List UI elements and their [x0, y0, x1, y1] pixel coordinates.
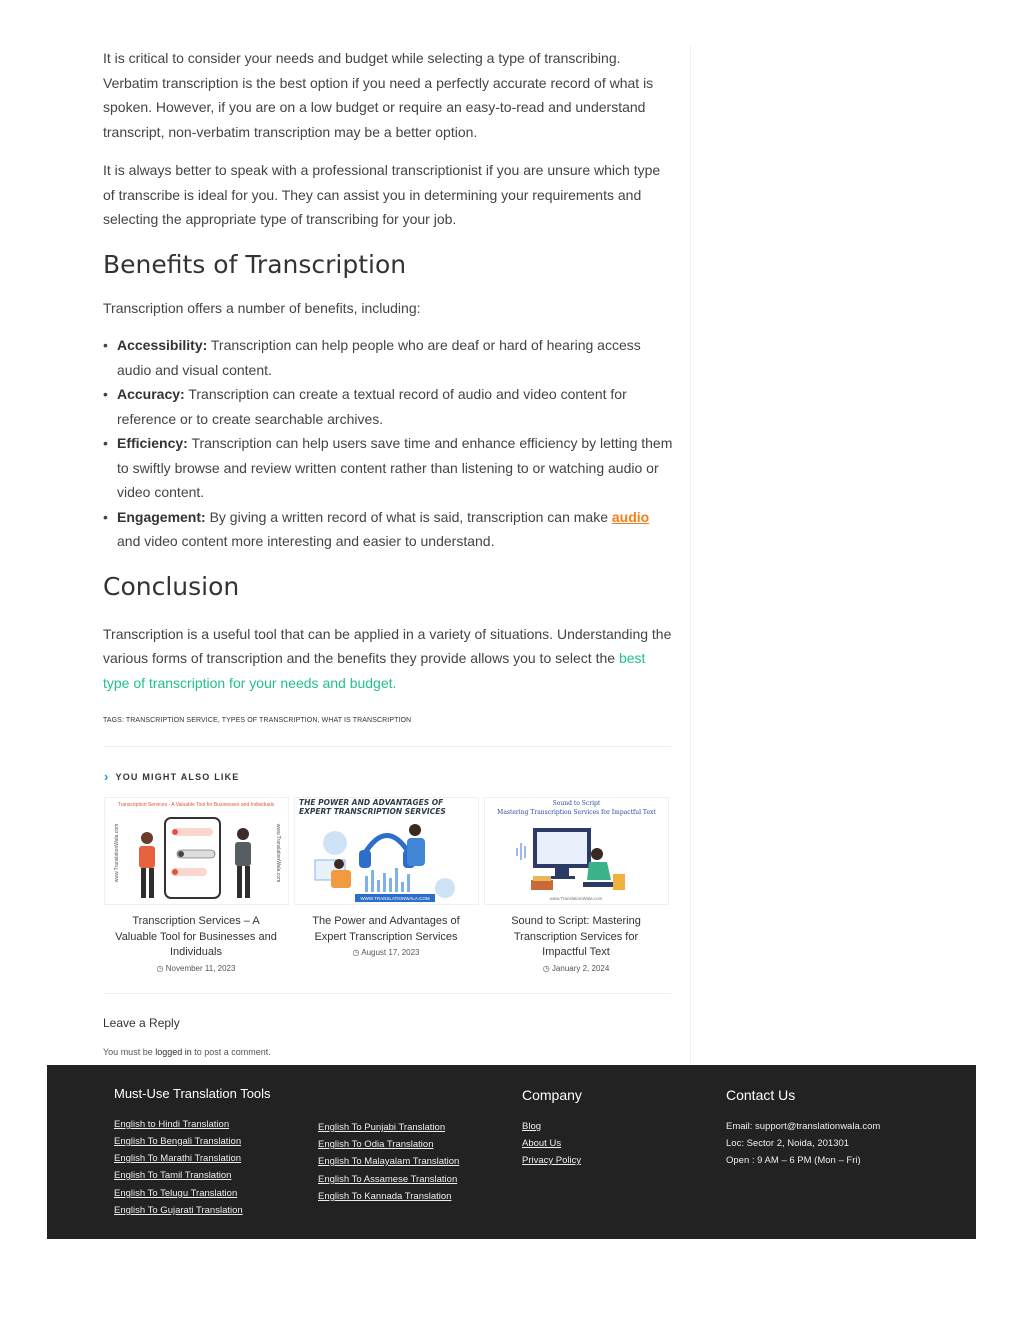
benefit-text: and video content more interesting and easier to understand.	[117, 533, 495, 549]
contact-location: Loc: Sector 2, Noida, 201301	[726, 1138, 850, 1149]
benefit-term: Engagement:	[117, 508, 206, 525]
tags-line: TAGS: TRANSCRIPTION SERVICE, TYPES OF TRANSCRIPTION, WHAT IS TRANSCRIPTION	[103, 717, 412, 724]
related-card[interactable]	[101, 797, 291, 973]
thumb-text: Transcription Services - A Valuable Tool for Businesses and Individuals	[117, 802, 274, 808]
related-card-title[interactable]: The Power and Advantages of Expert Transcription Services	[312, 915, 460, 943]
related-thumbnail[interactable]	[294, 797, 479, 905]
related-heading-text: YOU MIGHT ALSO LIKE	[115, 771, 240, 782]
benefit-term: Accessibility:	[117, 337, 208, 353]
thumb-side-text: WWW.TRANSLATIONWALA.COM	[359, 896, 430, 901]
article-content	[103, 46, 673, 1057]
divider	[103, 993, 671, 994]
related-card-date	[291, 948, 481, 957]
list-item	[117, 505, 673, 554]
thumbnail-illustration-1	[105, 798, 288, 904]
footer-tool-link[interactable]: English To Telugu Translation	[114, 1188, 238, 1199]
clock-icon: ◷	[156, 963, 164, 973]
thumb-side-text: www.TranslationWala.com	[113, 823, 120, 883]
footer-tool-link[interactable]: English To Assamese Translation	[318, 1174, 458, 1185]
logged-in-link[interactable]: logged in	[155, 1046, 192, 1057]
footer-tool-link[interactable]: English To Gujarati Translation	[114, 1205, 243, 1216]
tag-link[interactable]: WHAT IS TRANSCRIPTION	[321, 717, 412, 724]
related-card-date	[101, 964, 291, 973]
thumb-side-text: www.TranslationWala.com	[549, 896, 602, 901]
site-footer	[47, 1065, 976, 1239]
conclusion-heading: Conclusion	[103, 571, 240, 601]
footer-company-link[interactable]: Blog	[522, 1121, 542, 1132]
benefits-intro: Transcription offers a number of benefits, including:	[103, 299, 421, 316]
contact-heading: Contact Us	[726, 1087, 796, 1103]
related-card-title[interactable]: Transcription Services – A Valuable Tool for Businesses and Individuals	[115, 915, 277, 958]
login-notice-before: You must be	[103, 1046, 156, 1057]
list-item	[117, 333, 673, 382]
list-item	[117, 431, 673, 505]
footer-tool-link[interactable]: English To Tamil Translation	[114, 1170, 232, 1181]
best-type-link[interactable]: best type of transcription for your needs and budget.	[103, 650, 646, 691]
chevron-right-icon: ›	[104, 769, 110, 784]
tags-label: TAGS:	[103, 717, 124, 724]
divider	[103, 746, 671, 747]
benefits-heading: Benefits of Transcription	[103, 249, 407, 279]
related-posts	[101, 797, 673, 973]
date-text: November 11, 2023	[165, 963, 236, 973]
benefit-text: Transcription can create a textual record of audio and video content for reference or to create searchable archives.	[117, 386, 627, 427]
footer-company-link[interactable]: Privacy Policy	[522, 1155, 582, 1166]
benefit-term: Accuracy:	[117, 386, 185, 402]
sidebar-divider	[690, 46, 691, 1065]
benefit-term: Efficiency:	[117, 435, 188, 451]
footer-tool-link[interactable]: English To Odia Translation	[318, 1139, 434, 1150]
date-text: August 17, 2023	[361, 948, 420, 957]
leave-reply-heading: Leave a Reply	[103, 1015, 180, 1030]
related-card[interactable]	[291, 797, 481, 973]
list-item	[117, 382, 673, 431]
footer-tool-link[interactable]: English To Bengali Translation	[114, 1136, 242, 1147]
thumbnail-illustration-3	[485, 798, 668, 904]
thumb-side-text: www.TranslationWala.com	[274, 823, 281, 883]
tag-link[interactable]: TYPES OF TRANSCRIPTION	[221, 717, 318, 724]
clock-icon: ◷	[542, 963, 550, 973]
benefit-text: Transcription can help users save time and enhance efficiency by letting them to swiftly browse and review written content rather than listening to or watching audio or video content.	[117, 435, 673, 500]
benefits-list	[103, 333, 673, 554]
related-heading	[104, 769, 673, 784]
conclusion-text: Transcription is a useful tool that can be applied in a variety of situations. Understanding the various forms of transcription and the benefits they provide allows you to select the	[103, 625, 672, 666]
benefit-text: By giving a written record of what is said, transcription can make	[205, 508, 612, 525]
related-card[interactable]	[481, 797, 671, 973]
footer-tool-link[interactable]: English to Hindi Translation	[114, 1119, 230, 1130]
footer-tool-link[interactable]: English To Marathi Translation	[114, 1153, 242, 1164]
intro-paragraph-1: It is critical to consider your needs and budget while selecting a type of transcribing. Verbatim transcription is the best option if you need a perfectly accurate record of what is spoken. However, if you are on a low budget or require an easy-to-read and understand transcript, non-verbatim transcription may be a better option.	[103, 50, 654, 140]
tag-link[interactable]: TRANSCRIPTION SERVICE	[125, 717, 218, 724]
contact-hours: Open : 9 AM – 6 PM (Mon – Fri)	[726, 1155, 861, 1166]
footer-tool-link[interactable]: English To Malayalam Translation	[318, 1156, 460, 1167]
related-thumbnail[interactable]	[104, 797, 289, 905]
footer-tool-link[interactable]: English To Kannada Translation	[318, 1191, 452, 1202]
benefit-text: Transcription can help people who are deaf or hard of hearing access audio and visual content.	[117, 337, 641, 378]
related-card-date	[481, 964, 671, 973]
login-notice-after: to post a comment.	[191, 1046, 271, 1057]
thumbnail-illustration-2	[295, 798, 478, 904]
footer-tool-link[interactable]: English To Punjabi Translation	[318, 1122, 446, 1133]
related-thumbnail[interactable]	[484, 797, 669, 905]
thumb-text: Sound to Script Mastering Transcription Services for Impactful Text	[496, 800, 656, 816]
related-card-title[interactable]: Sound to Script: Mastering Transcription Services for Impactful Text	[511, 915, 641, 958]
footer-company-link[interactable]: About Us	[522, 1138, 562, 1149]
login-notice	[103, 1047, 673, 1057]
contact-email[interactable]: Email: support@translationwala.com	[726, 1121, 881, 1132]
company-heading: Company	[522, 1087, 582, 1103]
date-text: January 2, 2024	[551, 963, 610, 973]
intro-paragraph-2: It is always better to speak with a professional transcriptionist if you are unsure which type of transcribe is ideal for you. They can assist you in determining your requirements and selecting the appropriate type of transcribing for your job.	[103, 162, 661, 227]
audio-link[interactable]: audio	[611, 508, 650, 525]
clock-icon: ◷	[352, 948, 360, 957]
tools-heading: Must-Use Translation Tools	[114, 1086, 271, 1101]
conclusion-paragraph	[103, 622, 673, 696]
thumb-text: THE POWER AND ADVANTAGES OF EXPERT TRANSCRIPTION SERVICES	[298, 798, 446, 816]
